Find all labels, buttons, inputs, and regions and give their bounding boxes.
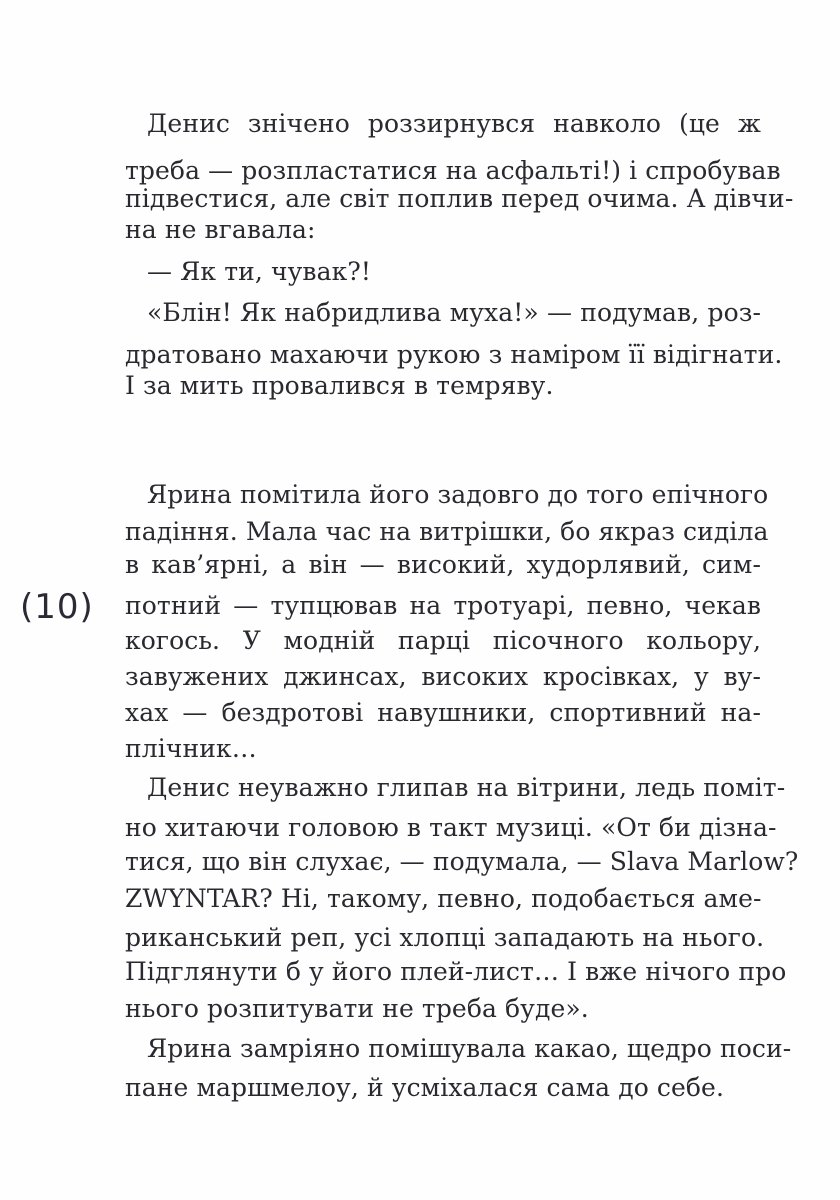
text-line: когось. У модній парці пісочного кольору, <box>125 626 761 655</box>
text-line: потний — тупцював на тротуарі, певно, чекав <box>125 591 761 620</box>
text-line: на не вгавала: <box>125 215 316 244</box>
text-line: І за мить провалився в темряву. <box>125 371 554 400</box>
text-line: підвестися, але світ поплив перед очима. А дівчи- <box>125 184 794 213</box>
text-line: пане маршмелоу, й усміхалася сама до себе. <box>125 1073 724 1102</box>
text-line: тися, що він слухає, — подумала, — Slava Marlow? <box>125 847 799 876</box>
text-line: падіння. Мала час на витрішки, бо якраз сиділа <box>125 517 769 546</box>
text-line: завужених джинсах, високих кросівках, у ву- <box>125 662 761 691</box>
text-line: дратовано махаючи рукою з наміром її відігнати. <box>125 340 783 369</box>
margin-page-annotation: (10) <box>20 587 94 627</box>
text-line: Денис неуважно глипав на вітрини, ледь поміт- <box>147 773 786 802</box>
text-line: плічник… <box>125 734 257 763</box>
text-line: в кав’ярні, а він — високий, худорлявий, сим- <box>125 550 761 579</box>
text-line: Підглянути б у його плей-лист… І вже нічого про <box>125 957 787 986</box>
text-line: Ярина помітила його задовго до того епічного <box>147 480 769 509</box>
text-line: «Блін! Як набридлива муха!» — подумав, роз- <box>147 298 761 327</box>
text-line: — Як ти, чувак?! <box>147 257 371 286</box>
text-line: ZWYNTAR? Ні, такому, певно, подобається аме- <box>125 884 762 913</box>
text-line: но хитаючи головою в такт музиці. «От би дізна- <box>125 813 777 842</box>
text-line: риканський реп, усі хлопці западають на нього. <box>125 923 765 952</box>
text-line: Ярина замріяно помішувала какао, щедро поси- <box>147 1034 792 1063</box>
text-line: треба — розпластатися на асфальті!) і спробував <box>125 156 781 185</box>
text-line: Денис знічено роззирнувся навколо (це ж <box>147 109 761 138</box>
text-line: нього розпитувати не треба буде». <box>125 994 589 1023</box>
text-line: хах — бездротові навушники, спортивний на- <box>125 698 761 727</box>
